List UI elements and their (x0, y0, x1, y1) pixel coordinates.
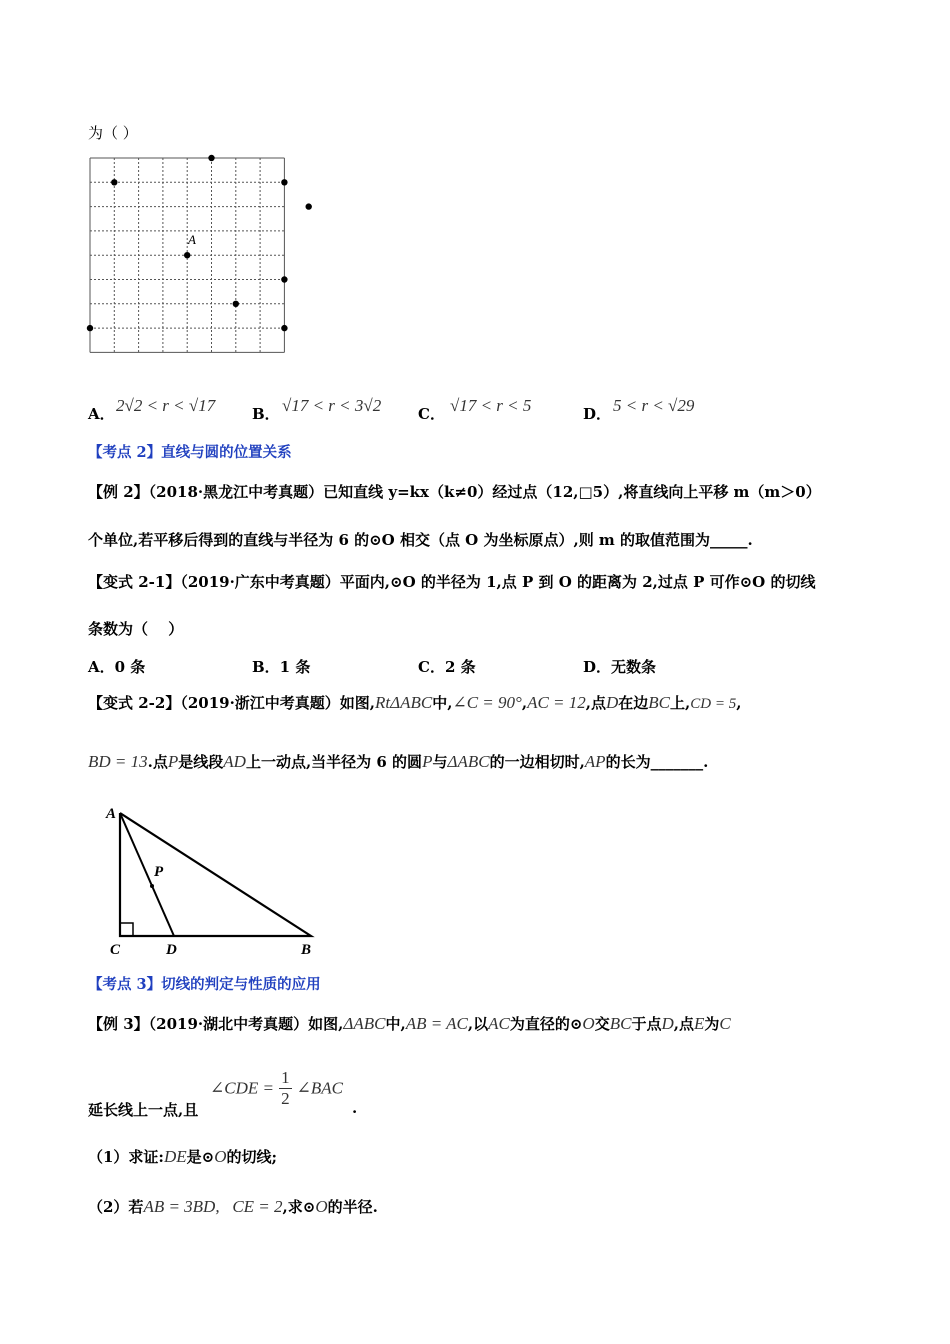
label-d: D (166, 942, 177, 958)
math-ac: AC = 12 (527, 693, 586, 712)
math-ac-2: AC (488, 1014, 510, 1033)
variant-2-2-text-g: 是线段 (178, 753, 224, 771)
variant-2-2-text-e: 上, (670, 694, 691, 712)
label-b: B (301, 942, 312, 958)
example-3-part-2 (88, 1196, 378, 1217)
part-2-text-c: 的半径. (327, 1198, 378, 1216)
option-b-expr: √17 < r < 3√2 (282, 396, 382, 415)
math-c: C (719, 1014, 731, 1033)
math-triangle: ΔABC (447, 752, 490, 771)
variant-2-2-text-b: 中, (432, 694, 453, 712)
math-cd: CD = 5 (690, 696, 737, 712)
label-a: A (106, 806, 117, 822)
triangle-abc (120, 813, 311, 936)
option-c-expr: √17 < r < 5 (450, 396, 532, 415)
math-triangle-abc: ΔABC (343, 1014, 386, 1033)
section-heading-2: 【考点 2】直线与圆的位置关系 (88, 444, 292, 461)
example-2-line-1 (88, 481, 821, 502)
grid-point (111, 179, 117, 185)
math-p: P (167, 752, 179, 771)
variant-2-2-comma-2: , (736, 694, 742, 712)
point-a-label: A (188, 232, 196, 247)
variant-2-1-line-1 (88, 571, 815, 592)
part-1-text-c: 的切线; (226, 1148, 278, 1166)
example-3-text-1: （2019·湖北中考真题）如图, (148, 1015, 344, 1033)
math-bc: BC (648, 693, 671, 712)
grid-point (233, 301, 239, 307)
math-ap: AP (584, 752, 606, 771)
math-o: O (582, 1014, 595, 1033)
math-angle-bac: ∠BAC (296, 1078, 344, 1098)
point-p (150, 884, 154, 888)
math-d-2: D (661, 1014, 674, 1033)
example-2-line-2: 个单位,若平移后得到的直线与半径为 6 的⊙O 相交（点 O 为坐标原点）,则 m 的取值范围为_____. (88, 531, 753, 549)
math-rt-abc: RtΔABC (375, 693, 433, 712)
variant-2-2-line-1 (88, 692, 741, 713)
variant-2-1-tag: 【变式 2-1】 (88, 573, 181, 591)
example-3-text-4: 为直径的⊙ (509, 1015, 583, 1033)
example-3-part-1 (88, 1146, 277, 1167)
option-a-label: A． (88, 405, 115, 423)
math-p-2: P (422, 752, 433, 771)
math-angle-cde: ∠CDE = (210, 1078, 274, 1098)
variant-2-2-text-f: .点 (147, 753, 168, 771)
part-2-text-a: （2）若 (88, 1198, 144, 1216)
variant-2-1-option-c: C．2 条 (418, 658, 476, 676)
variant-2-1-option-a: A．0 条 (88, 658, 146, 676)
grid-point (281, 325, 287, 331)
q1-options (88, 396, 828, 423)
variant-2-2-text-a: （2019·浙江中考真题）如图, (180, 694, 376, 712)
math-de: DE (163, 1147, 187, 1166)
math-bc-2: BC (609, 1014, 632, 1033)
example-2-tag: 【例 2】 (88, 483, 149, 501)
label-c: C (110, 942, 121, 958)
variant-2-1-line-2: 条数为（ ） (88, 620, 184, 638)
example-3-text-6: 于点 (631, 1015, 662, 1033)
variant-2-1-option-b: B．1 条 (252, 658, 311, 676)
triangle-figure (96, 796, 328, 960)
question-tail-text: 为（ ） (88, 124, 138, 142)
math-o-3: O (315, 1197, 328, 1216)
variant-2-2-comma: , (521, 694, 528, 712)
grid-figure (80, 148, 320, 380)
math-d: D (606, 693, 619, 712)
part-1-text-a: （1）求证: (88, 1148, 164, 1166)
math-bd: BD = 13 (88, 752, 148, 771)
variant-2-1-text-1: （2019·广东中考真题）平面内,⊙O 的半径为 1,点 P 到 O 的距离为 2,过点 P 可作⊙O 的切线 (180, 573, 816, 591)
variant-2-2-text-k: 的长为_______. (605, 753, 709, 771)
option-b-label: B． (252, 405, 280, 423)
example-3-text-5: 交 (594, 1015, 610, 1033)
example-3-text-3: ,以 (467, 1015, 489, 1033)
right-angle-mark (120, 923, 133, 936)
option-a-expr: 2√2 < r < √17 (116, 396, 216, 415)
math-o-2: O (214, 1147, 227, 1166)
math-ab-eq-ac: AB = AC (405, 1014, 468, 1033)
example-3-text-2: 中, (385, 1015, 406, 1033)
part-1-text-b: 是⊙ (186, 1148, 215, 1166)
option-d-label: D． (583, 405, 612, 423)
variant-2-2-text-d: 在边 (618, 694, 649, 712)
variant-2-2-text-j: 的一边相切时, (489, 753, 585, 771)
example-2-text-1: （2018·黑龙江中考真题）已知直线 y=kx（k≠0）经过点（12,□5）,将直线向上平移 m（m＞0） (148, 483, 821, 501)
option-c-label: C． (418, 405, 445, 423)
variant-2-2-line-2 (88, 751, 708, 772)
math-angle-c: ∠C = 90° (452, 693, 522, 712)
variant-2-2-text-i: 与 (432, 753, 448, 771)
math-angle-equation (210, 1068, 343, 1109)
variant-2-2-tag: 【变式 2-2】 (88, 694, 181, 712)
grid-point (281, 179, 287, 185)
section-heading-3: 【考点 3】切线的判定与性质的应用 (88, 976, 321, 993)
example-3-text-7: ,点 (673, 1015, 694, 1033)
math-fraction (279, 1068, 292, 1109)
label-p: P (154, 864, 164, 880)
fraction-denominator: 2 (281, 1089, 290, 1108)
grid-point (306, 203, 312, 209)
variant-2-1-option-d: D．无数条 (583, 658, 657, 676)
math-ad: AD (223, 752, 246, 771)
grid-point (281, 276, 287, 282)
part-2-text-b: ,求⊙ (282, 1198, 316, 1216)
example-3-period: . (352, 1099, 358, 1117)
grid-points (87, 155, 312, 331)
variant-2-2-text-c: ,点 (585, 694, 606, 712)
example-3-text-8: 为 (704, 1015, 720, 1033)
example-3-tag: 【例 3】 (88, 1015, 149, 1033)
grid-point (184, 252, 190, 258)
grid-point (87, 325, 93, 331)
math-ab-bd-ce: AB = 3BD, CE = 2 (143, 1197, 283, 1216)
grid-point (208, 155, 214, 161)
variant-2-2-text-h: 上一动点,当半径为 6 的圆 (245, 753, 423, 771)
math-e: E (693, 1014, 705, 1033)
fraction-numerator: 1 (281, 1068, 290, 1087)
option-d-expr: 5 < r < √29 (613, 396, 695, 415)
example-3-line-2-text: 延长线上一点,且 (88, 1101, 199, 1119)
example-3-line-1 (88, 1013, 731, 1034)
